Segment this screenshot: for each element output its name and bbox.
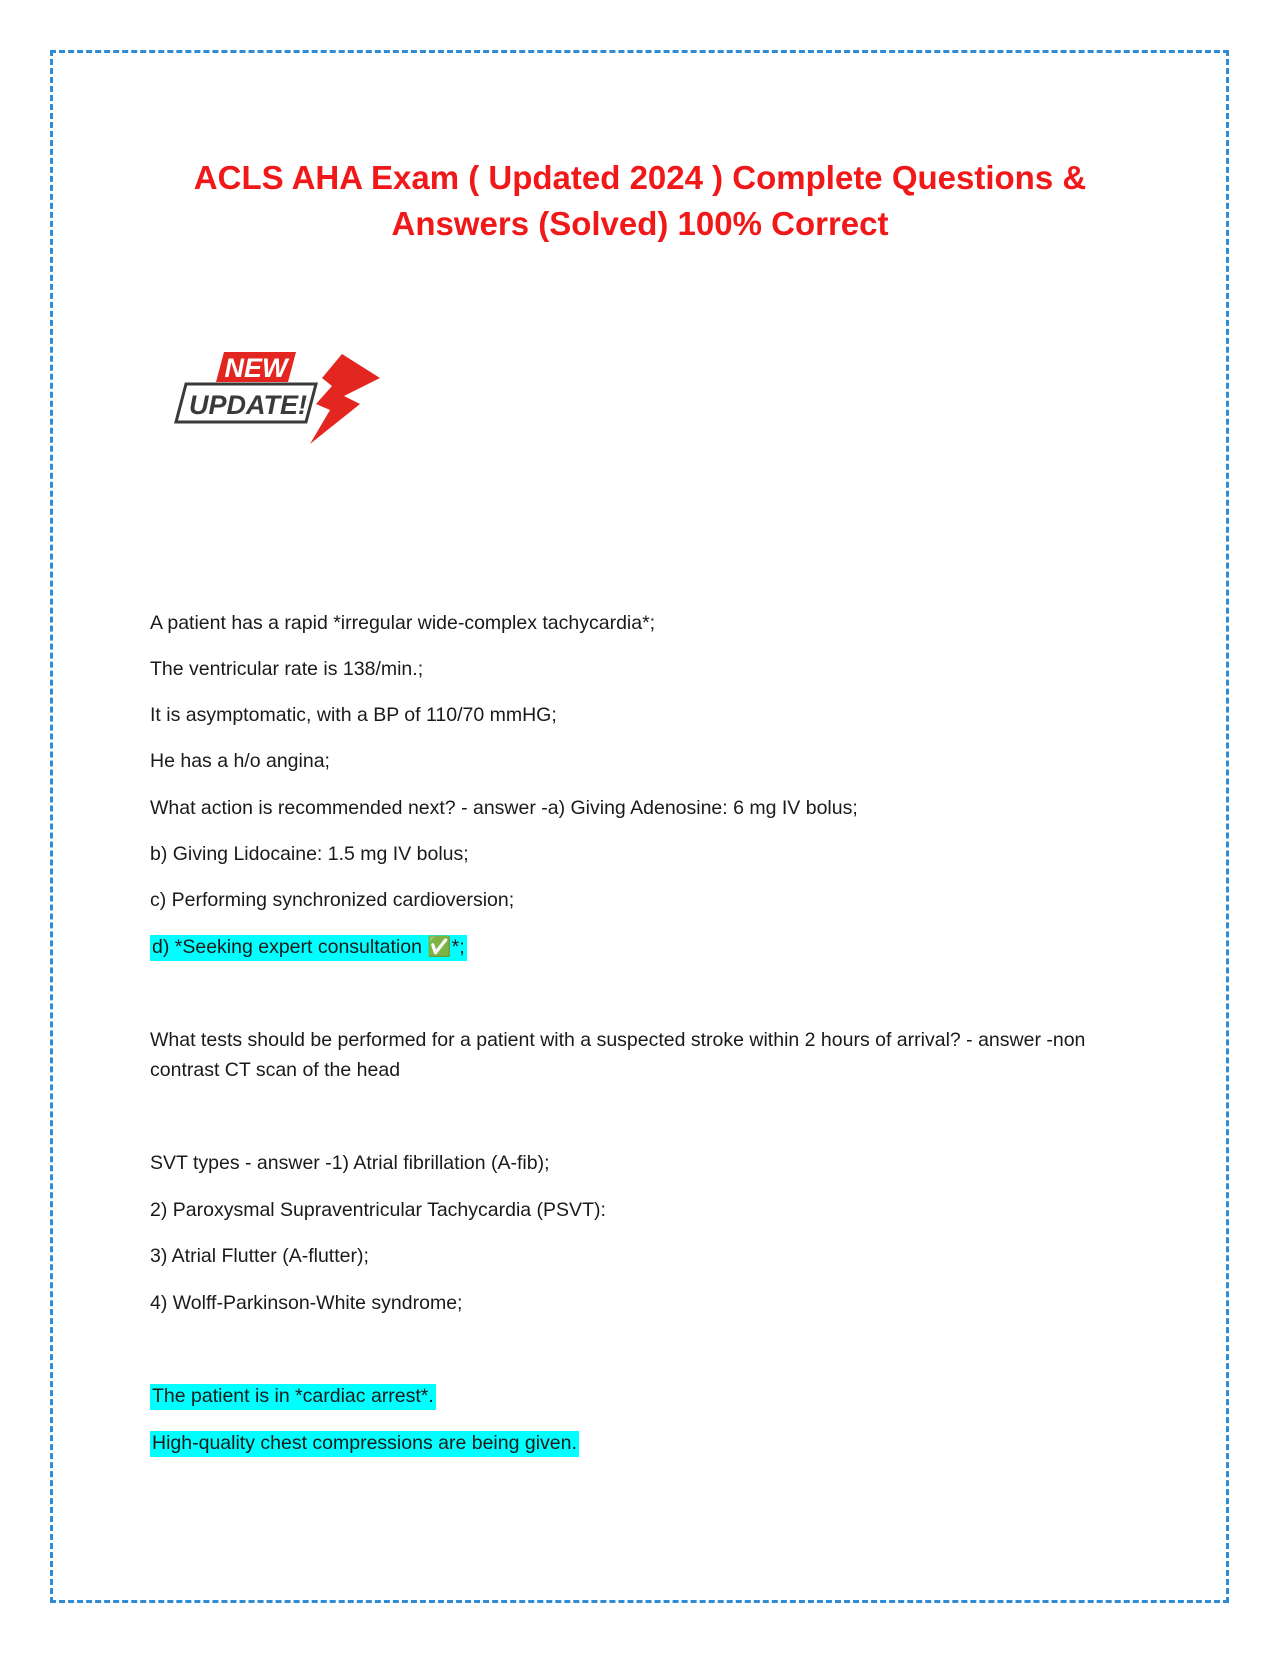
- page-border: [50, 50, 1229, 1603]
- q3-line-4: 4) Wolff-Parkinson-White syndrome;: [150, 1292, 463, 1314]
- q1-line-4: He has a h/o angina;: [150, 750, 330, 772]
- q1-line-7: c) Performing synchronized cardioversion;: [150, 889, 515, 911]
- q4-line-1: [150, 1381, 436, 1411]
- highlighted-text: High-quality chest compressions are being given.: [150, 1431, 579, 1457]
- q2-text: What tests should be performed for a patient with a suspected stroke within 2 hours of arrival? - answer -non contrast CT scan of the head: [150, 1029, 1086, 1081]
- q3-line-1: SVT types - answer -1) Atrial fibrillation (A-fib);: [150, 1152, 550, 1174]
- badge-new-text: NEW: [224, 353, 288, 383]
- q1-line-6: b) Giving Lidocaine: 1.5 mg IV bolus;: [150, 843, 469, 865]
- highlighted-text: The patient is in *cardiac arrest*.: [150, 1384, 436, 1410]
- q1-line-3: It is asymptomatic, with a BP of 110/70 mmHG;: [150, 704, 557, 726]
- q1-line-5: What action is recommended next? - answer -a) Giving Adenosine: 6 mg IV bolus;: [150, 797, 858, 819]
- document-title-line-2: Answers (Solved) 100% Correct: [391, 205, 889, 242]
- document-title-line-1: ACLS AHA Exam ( Updated 2024 ) Complete Questions &: [193, 159, 1087, 196]
- q3-line-3: 3) Atrial Flutter (A-flutter);: [150, 1245, 369, 1267]
- lightning-bolt-icon: [310, 354, 380, 444]
- new-update-badge: [172, 348, 384, 448]
- highlighted-answer: d) *Seeking expert consultation ✅*;: [150, 935, 467, 961]
- badge-update-text: UPDATE!: [189, 390, 307, 420]
- q4-line-2: [150, 1428, 579, 1458]
- q1-line-1: A patient has a rapid *irregular wide-complex tachycardia*;: [150, 612, 656, 634]
- q1-answer-highlight: [150, 932, 467, 962]
- q3-line-2: 2) Paroxysmal Supraventricular Tachycardia (PSVT):: [150, 1199, 606, 1221]
- q1-line-2: The ventricular rate is 138/min.;: [150, 658, 424, 680]
